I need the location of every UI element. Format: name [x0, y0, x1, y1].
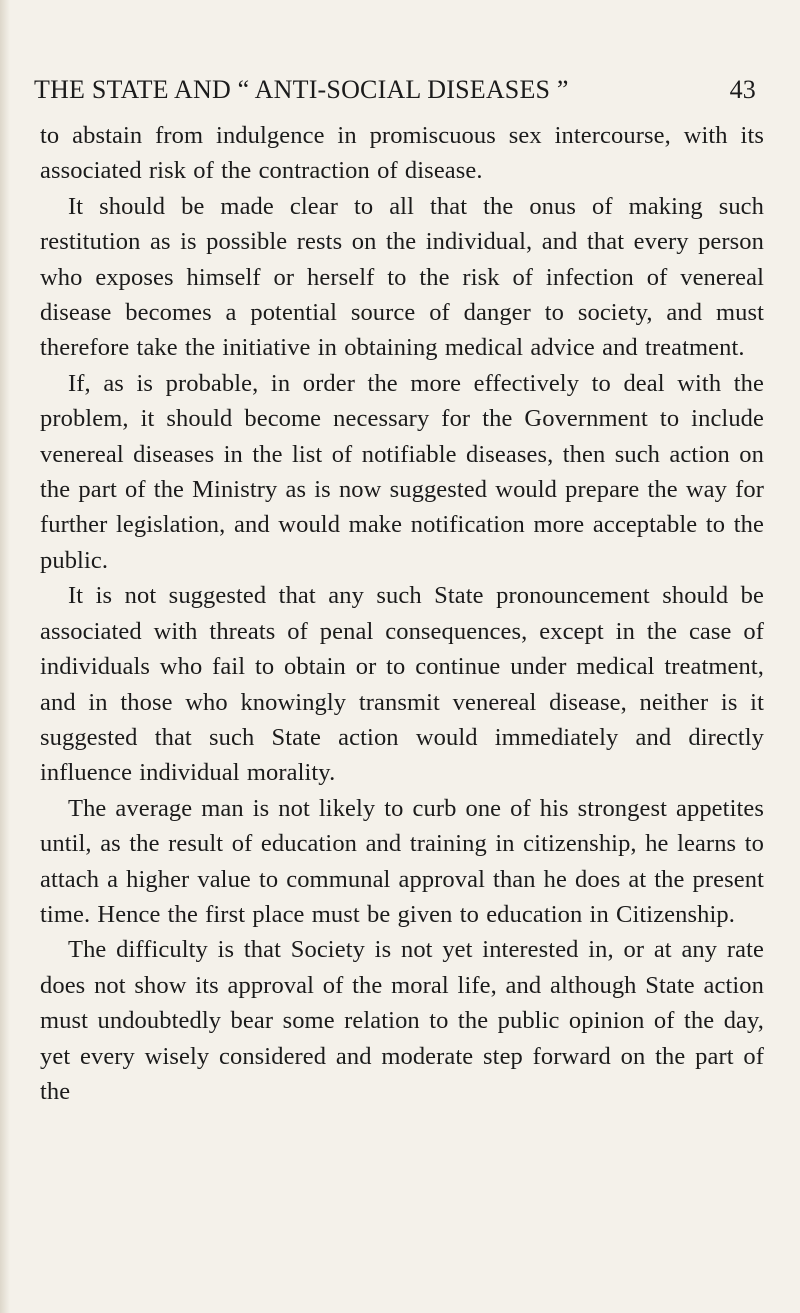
paragraph-3: If, as is probable, in order the more effectively to deal with the problem, it should become necessary for the Government to include venereal diseases in the list of notifiable diseases, then such action on the part of the Ministry as is now suggested would prepare the way for further legislation, and would make notification more acceptable to the public.	[40, 369, 764, 574]
running-head	[34, 70, 764, 110]
page-number: 43	[729, 75, 756, 104]
paragraph-6: The difficulty is that Society is not yet interested in, or at any rate does not show its approval of the moral life, and although State action must undoubtedly bear some relation to the public opinion of the day, yet every wisely considered and moderate step forward on the part of the	[40, 936, 764, 1105]
paragraph-5: The average man is not likely to curb one of his strongest appetites until, as the result of education and training in citizenship, he learns to attach a higher value to communal approval than he does at the present time. Hence the first place must be given to education in Citizenship.	[40, 794, 764, 928]
paragraph-1: to abstain from indulgence in promiscuous sex intercourse, with its associated risk of the contraction of disease.	[40, 122, 764, 185]
paragraph-4: It is not suggested that any such State pronouncement should be associated with threats of penal consequences, except in the case of individuals who fail to obtain or to continue under medical treatment, and in those who knowingly transmit venereal disease, neither is it suggested that such State action would immediately and directly influence individual morality.	[40, 582, 764, 787]
page-gutter-shadow	[0, 0, 10, 1313]
paragraph-2: It should be made clear to all that the onus of making such restitution as is possible rests on the individual, and that every person who exposes himself or herself to the risk of infection of venereal disease becomes a potential source of danger to society, and must therefore take the initiative in obtaining medical advice and treatment.	[40, 192, 764, 362]
body-text	[40, 118, 764, 1109]
running-head-title: THE STATE AND “ ANTI-SOCIAL DISEASES ”	[34, 75, 569, 104]
